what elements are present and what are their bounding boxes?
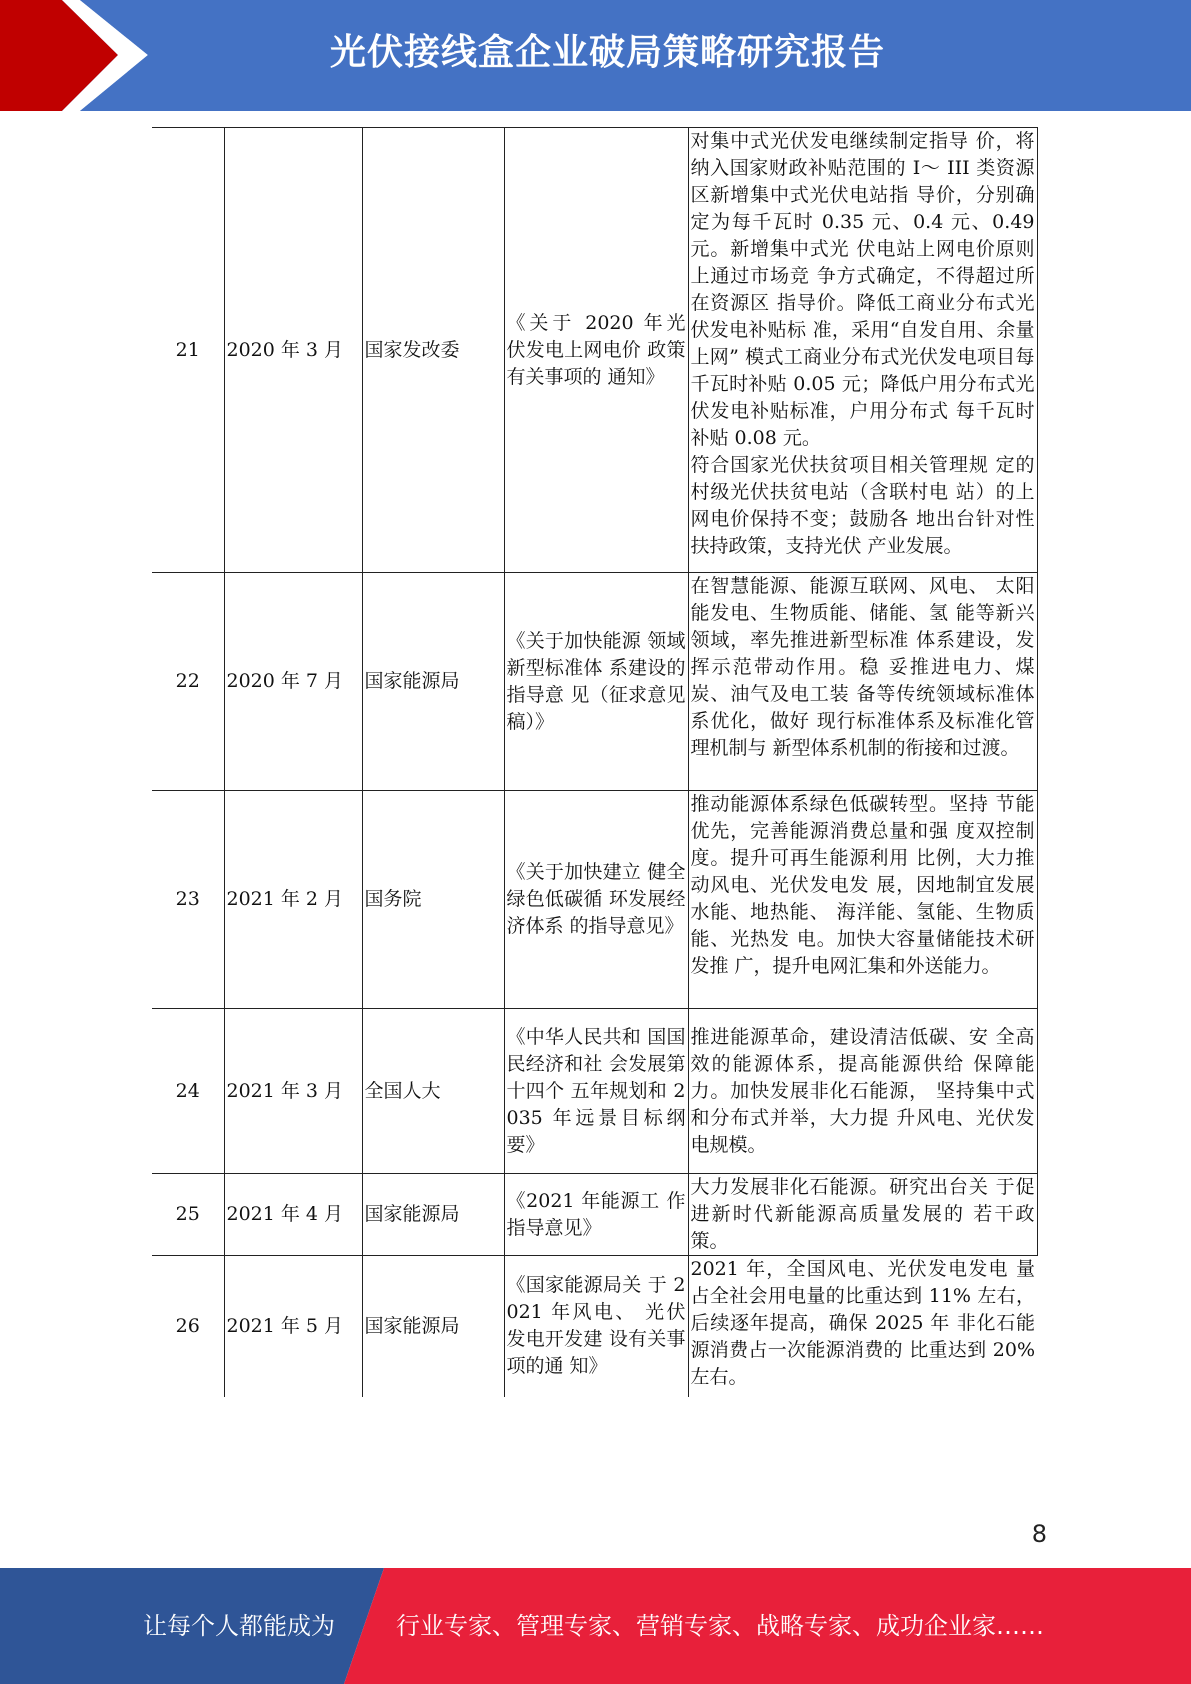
table-row: [152, 573, 1037, 791]
table-row: [152, 128, 1037, 573]
issuing-agency: 国家能源局: [362, 1256, 504, 1397]
content-paragraph: 推动能源体系绿色低碳转型。坚持 节能优先，完善能源消费总量和强 度双控制度。提升可再生能源利用 比例，大力推动风电、光伏发电发 展，因地制宜发展水能、地热能、 海洋能、氢能、生物质能、光热发 电。加快大容量储能技术研发推 广，提升电网汇集和外送能力。: [690, 793, 1035, 977]
policy-content: [688, 1009, 1037, 1174]
row-number: 25: [152, 1174, 224, 1256]
table-row: [152, 1174, 1037, 1256]
policy-document: 《中华人民共和 国国民经济和社 会发展第十四个 五年规划和 2035 年远景目标纲 要》: [504, 1009, 688, 1174]
policy-document: 《关于加快能源 领域新型标准体 系建设的指导意 见（征求意见 稿）》: [504, 573, 688, 791]
table-row: [152, 1256, 1037, 1397]
content-paragraph: 大力发展非化石能源。研究出台关 于促进新时代新能源高质量发展的 若干政策。: [690, 1176, 1035, 1252]
issue-date: 2020 年 7 月: [224, 573, 362, 791]
table-row: [152, 791, 1037, 1009]
policy-content: [688, 128, 1037, 573]
chevron-arrow-icon: [0, 0, 160, 111]
content-paragraph: 在智慧能源、能源互联网、风电、 太阳能发电、生物质能、储能、氢 能等新兴领域，率先推进新型标准 体系建设，发挥示范带动作用。稳 妥推进电力、煤炭、油气及电工装 备等传统领域标准体系优化，做好 现行标准体系及标准化管理机制与 新型体系机制的衔接和过渡。: [690, 575, 1035, 759]
policy-document: 《2021 年能源工 作指导意见》: [504, 1174, 688, 1256]
footer-slogan-left: 让每个人都能成为: [143, 1612, 335, 1640]
issue-date: 2021 年 4 月: [224, 1174, 362, 1256]
policy-table: [152, 127, 1038, 1397]
row-number: 22: [152, 573, 224, 791]
issuing-agency: 国家发改委: [362, 128, 504, 573]
report-title: 光伏接线盒企业破局策略研究报告: [330, 32, 886, 73]
policy-content: [688, 791, 1037, 1009]
issue-date: 2021 年 3 月: [224, 1009, 362, 1174]
issuing-agency: 国务院: [362, 791, 504, 1009]
footer-slogan-right: 行业专家、管理专家、营销专家、战略专家、成功企业家……: [396, 1612, 1044, 1640]
content-paragraph: 对集中式光伏发电继续制定指导 价，将纳入国家财政补贴范围的 I～ III 类资源区新增集中式光伏电站指 导价，分别确定为每千瓦时 0.35 元、0.4 元、0.49 元。新增集中式光 伏电站上网电价原则上通过市场竞 争方式确定，不得超过所在资源区 指导价。降低工商业分布式光伏发电补贴标 准，采用“自发自用、余量上网” 模式工商业分布式光伏发电项目每 千瓦时补贴 0.05 元；降低户用分布式光伏发电补贴标准，户用分布式 每千瓦时补贴 0.08 元。: [690, 130, 1035, 449]
issuing-agency: 国家能源局: [362, 573, 504, 791]
policy-content: [688, 573, 1037, 791]
row-number: 21: [152, 128, 224, 573]
row-number: 23: [152, 791, 224, 1009]
content-paragraph: 推进能源革命，建设清洁低碳、安 全高效的能源体系，提高能源供给 保障能力。加快发展非化石能源， 坚持集中式和分布式并举，大力提 升风电、光伏发电规模。: [690, 1025, 1035, 1156]
page-number: 8: [1031, 1520, 1047, 1548]
content-paragraph: 2021 年，全国风电、光伏发电发电 量占全社会用电量的比重达到 11% 左右，后续逐年提高，确保 2025 年 非化石能源消费占一次能源消费的 比重达到 20%左右。: [690, 1258, 1035, 1388]
issue-date: 2021 年 5 月: [224, 1256, 362, 1397]
page-header: [0, 0, 1191, 111]
row-number: 24: [152, 1009, 224, 1174]
issue-date: 2020 年 3 月: [224, 128, 362, 573]
issuing-agency: 全国人大: [362, 1009, 504, 1174]
policy-document: 《关于加快建立 健全绿色低碳循 环发展经济体系 的指导意见》: [504, 791, 688, 1009]
content-paragraph: 符合国家光伏扶贫项目相关管理规 定的村级光伏扶贫电站（含联村电 站）的上网电价保持不变；鼓励各 地出台针对性扶持政策，支持光伏 产业发展。: [690, 454, 1035, 557]
table-row: [152, 1009, 1037, 1174]
row-number: 26: [152, 1256, 224, 1397]
policy-content: [688, 1256, 1037, 1397]
policy-document: 《国家能源局关 于 2021 年风电、 光伏发电开发建 设有关事项的通 知》: [504, 1256, 688, 1397]
page-footer: [0, 1568, 1191, 1684]
policy-document: 《关于 2020 年光 伏发电上网电价 政策有关事项的 通知》: [504, 128, 688, 573]
policy-content: [688, 1174, 1037, 1256]
issuing-agency: 国家能源局: [362, 1174, 504, 1256]
issue-date: 2021 年 2 月: [224, 791, 362, 1009]
